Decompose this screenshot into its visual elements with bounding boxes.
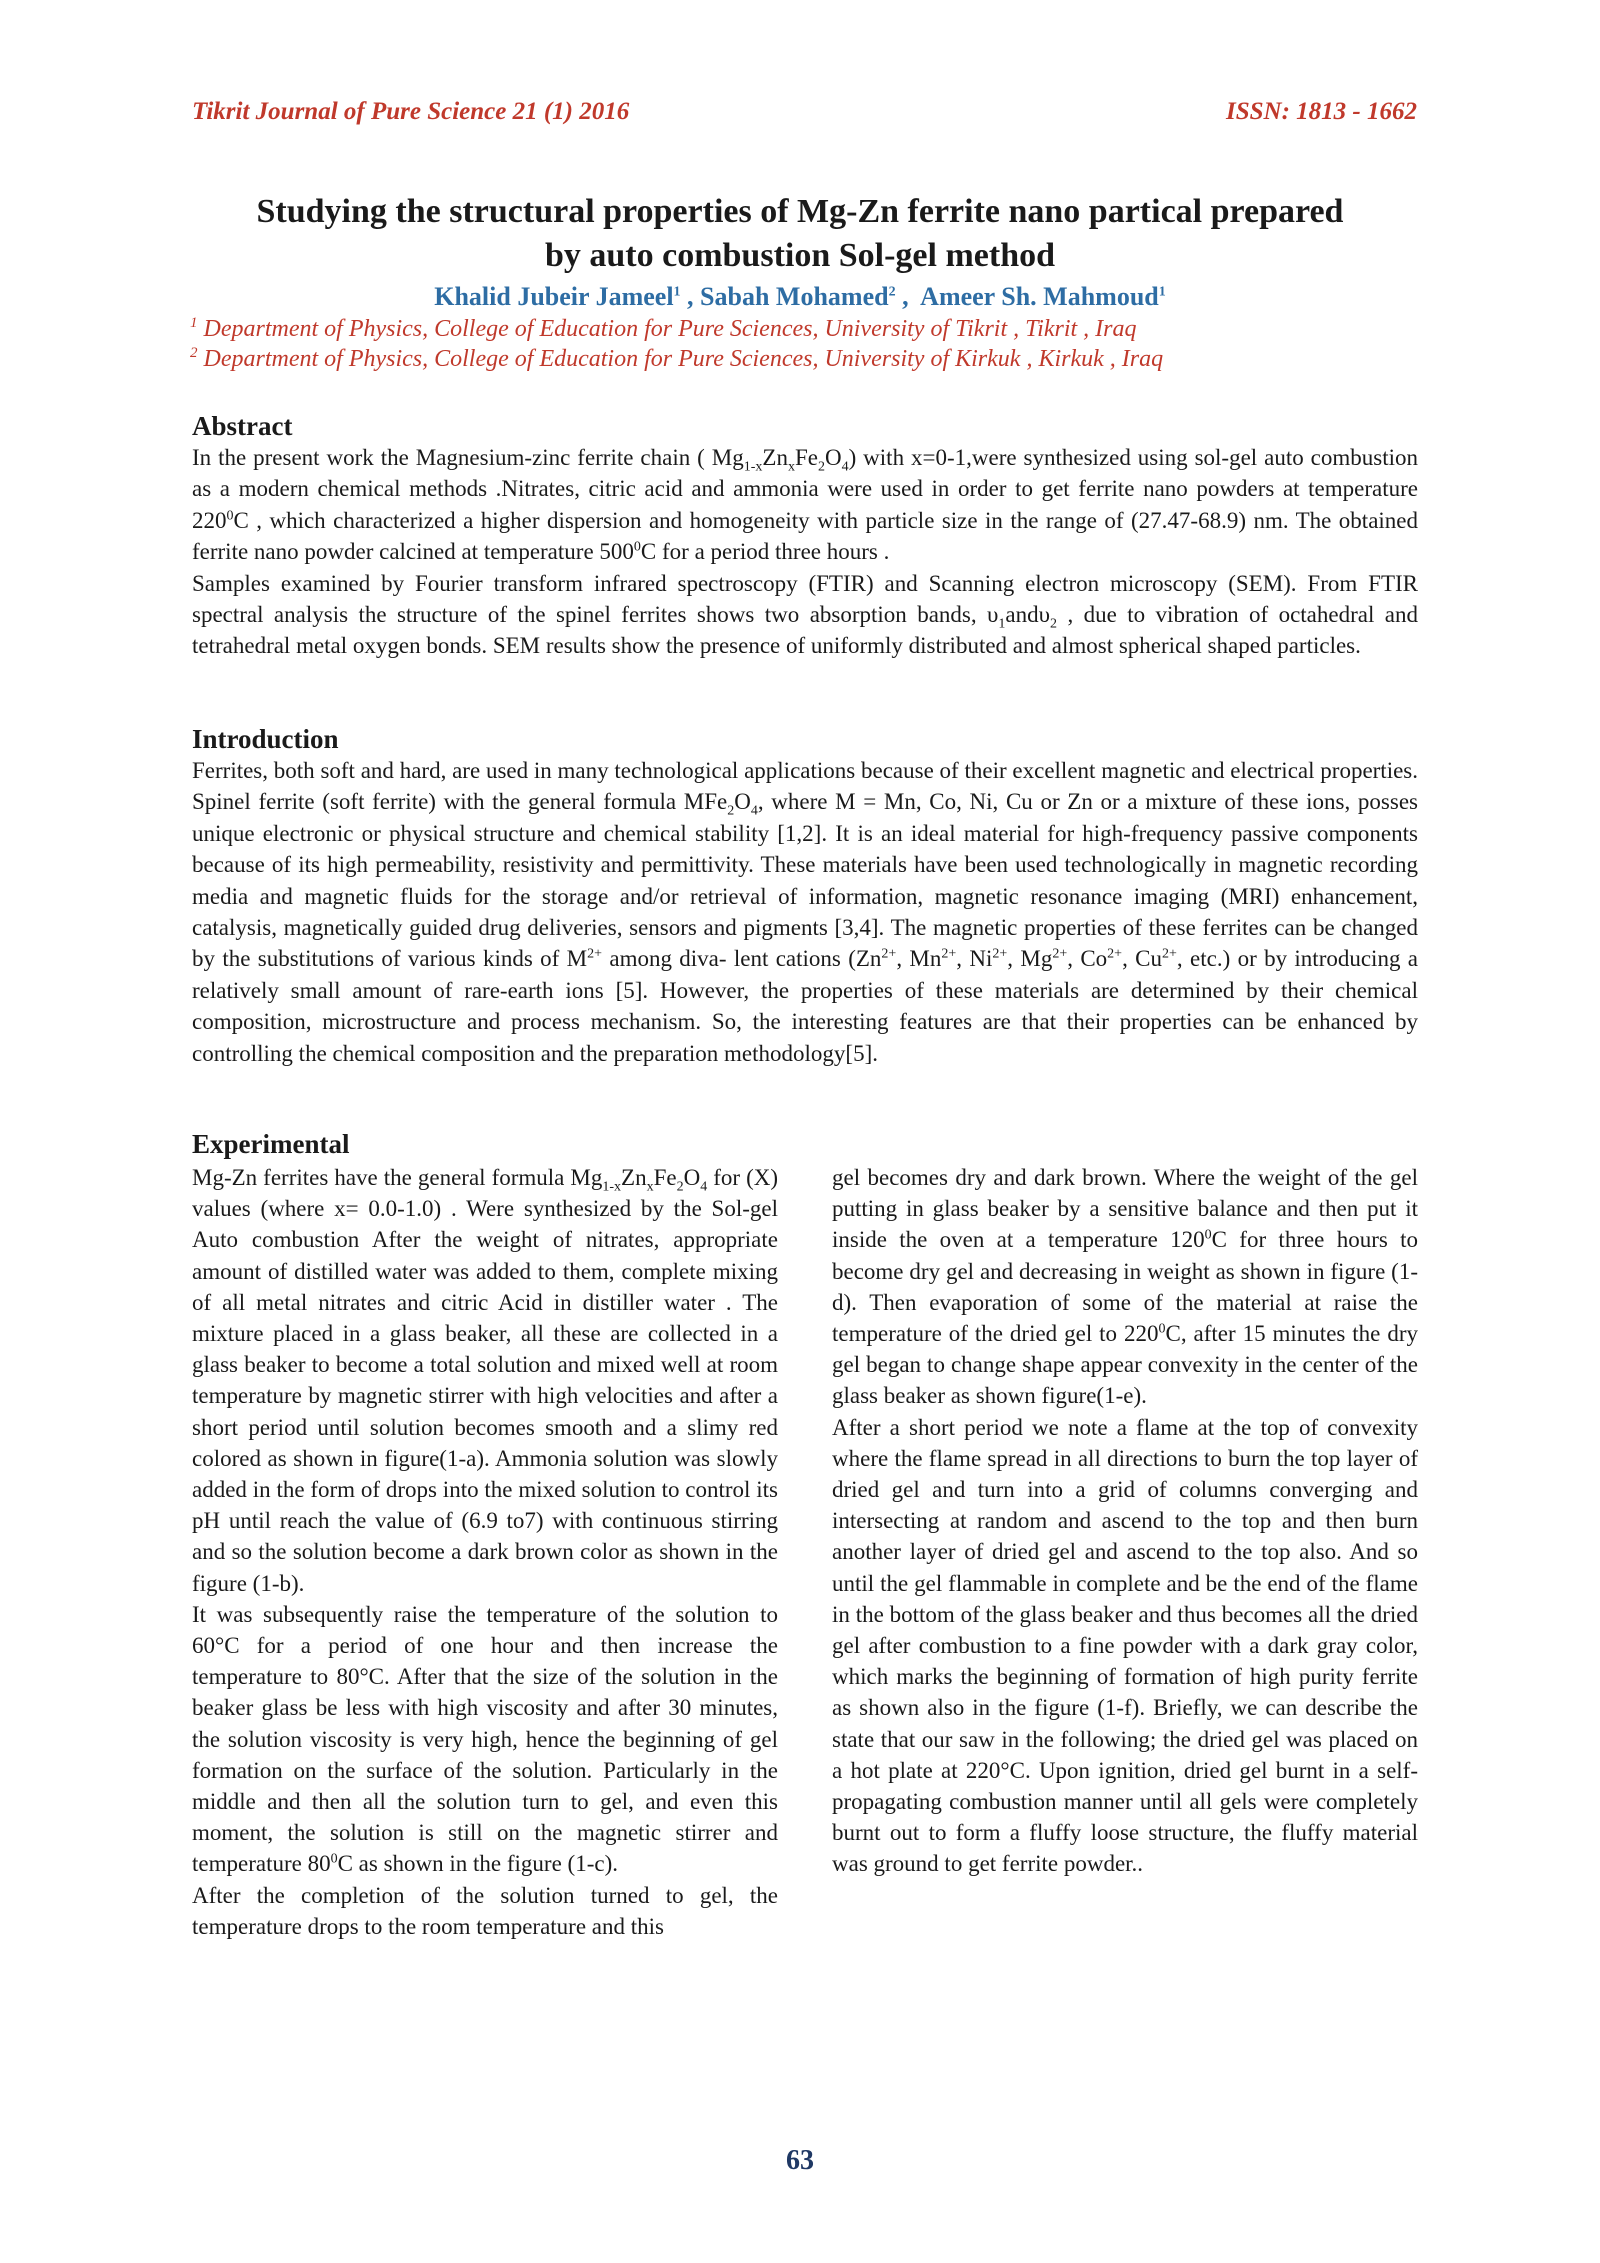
experimental-heading: Experimental: [192, 1129, 350, 1159]
experimental-left-paragraph-1: Mg-Zn ferrites have the general formula $Mg_{1-x}Zn_xFe_2O_4$ for (X) values (where x= 0.0-1.0) . Were synthesized by the Sol-gel Auto combustion After the weight of nitrates, appropriate amount of distilled water was added to them, complete mixing of all metal nitrates and citric Acid in distiller water . The mixture placed in a glass beaker, all these are collected in a glass beaker to become a total solution and mixed well at room temperature by magnetic stirrer with high velocities and after a short period until solution becomes smooth and a slimy red colored as shown in figure(1-a). Ammonia solution was slowly added in the form of drops into the mixed solution to control its pH until reach the value of (6.9 to7) with continuous stirring and so the solution become a dark brown color as shown in the figure (1-b).: [192, 1165, 779, 1596]
author-3-affil: 1: [1158, 284, 1166, 300]
author-2-affil: 2: [888, 284, 896, 300]
abstract-paragraph-2: Samples examined by Fourier transform infrared spectroscopy (FTIR) and Scanning electron microscopy (SEM). From FTIR spectral analysis the structure of the spinel ferrites shows two absorption bands, $\upsilon_1and\upsilon_2$ , due to vibration of octahedral and tetrahedral metal oxygen bonds. SEM results show the presence of uniformly distributed and almost spherical shaped particles.: [192, 570, 1418, 659]
author-3: Ameer Sh. Mahmoud: [920, 282, 1159, 311]
introduction-section: [192, 723, 1418, 1069]
title-line-1: Studying the structural properties of Mg-Zn ferrite nano partical prepared: [256, 193, 1344, 230]
left-column: [192, 1162, 778, 1942]
title-line-2: by auto combustion Sol-gel method: [544, 237, 1056, 274]
author-1-affil: 1: [673, 284, 681, 300]
journal-title: Tikrit Journal of Pure Science 21 (1) 2016: [192, 98, 630, 125]
experimental-right-paragraph-1: gel becomes dry and dark brown. Where the weight of the gel putting in glass beaker by a sensitive balance and then put it inside the oven at a temperature $120^0C$ for three hours to become dry gel and decreasing in weight as shown in figure (1-d). Then evaporation of some of the material at raise the temperature of the dried gel to $220^0C$, after 15 minutes the dry gel began to change shape appear convexity in the center of the glass beaker as shown figure(1-e).: [832, 1165, 1418, 1409]
author-list: Khalid Jubeir Jameel$^1$ , Sabah Mohamed$^2$ , Ameer Sh. Mahmoud$^1$: [434, 282, 1166, 311]
experimental-section: [192, 1128, 1418, 1939]
experimental-right-paragraph-2: After a short period we note a flame at the top of convexity where the flame spread in all directions to burn the top layer of dried gel and turn into a grid of columns converging and intersecting at random and ascend to the top and then burn another layer of dried gel and ascend to the top also. And so until the gel flammable in complete and be the end of the flame in the bottom of the glass beaker and thus becomes all the dried gel after combustion to a fine powder with a dark gray color, which marks the beginning of formation of high purity ferrite as shown also in the figure (1-f). Briefly, we can describe the state that our saw in the following; the dried gel was placed on a hot plate at 220°C. Upon ignition, dried gel burnt in a self-propagating combustion manner until all gels were completely burnt out to form a fluffy loose structure, the fluffy material was ground to get ferrite powder..: [832, 1414, 1418, 1877]
abstract-heading: Abstract: [192, 411, 293, 441]
issn: ISSN: 1813 - 1662: [1226, 98, 1417, 125]
abstract-paragraph-1: In the present work the Magnesium-zinc ferrite chain ( $Mg_{1-x}Zn_xFe_2O_4$) with x=0-1,were synthesized using sol-gel auto combustion as a modern chemical methods .Nitrates, citric acid and ammonia were used in order to get ferrite nano powders at temperature $220^0C$ , which characterized a higher dispersion and homogeneity with particle size in the range of (27.47-68.9) nm. The obtained ferrite nano powder calcined at temperature $500^0C$ for a period three hours .: [192, 445, 1418, 565]
experimental-left-paragraph-3: After the completion of the solution turned to gel, the temperature drops to the room temperature and this: [192, 1882, 778, 1939]
affiliation-1: $^1$ Department of Physics, College of Education for Pure Sciences, University of Tikrit , Tikrit , Iraq: [190, 315, 1137, 342]
page-number: 63: [786, 2145, 814, 2176]
author-2: Sabah Mohamed: [700, 282, 889, 311]
running-header: [192, 98, 1417, 132]
introduction-heading: Introduction: [192, 724, 339, 754]
right-column: [832, 1162, 1418, 1880]
experimental-left-paragraph-2: It was subsequently raise the temperature of the solution to 60°C for a period of one hour and then increase the temperature to 80°C. After that the size of the solution in the beaker glass be less with high viscosity and after 30 minutes, the solution viscosity is very high, hence the beginning of gel formation on the surface of the solution. Particularly in the middle and then all the solution turn to gel, and even this moment, the solution is still on the magnetic stirrer and temperature $80^0C$ as shown in the figure (1-c).: [192, 1601, 778, 1877]
paper-title: [150, 190, 1450, 278]
affiliation-2: $^2$ Department of Physics, College of Education for Pure Sciences, University of Kirkuk , Kirkuk , Iraq: [190, 345, 1164, 372]
author-1: Khalid Jubeir Jameel: [434, 282, 674, 311]
title-block: [150, 190, 1450, 374]
introduction-paragraph: Ferrites, both soft and hard, are used in many technological applications because of their excellent magnetic and electrical properties. Spinel ferrite (soft ferrite) with the general formula $MFe_2O_4$, where M = Mn, Co, Ni, Cu or Zn or a mixture of these ions, posses unique electronic or physical structure and chemical stability [1,2]. It is an ideal material for high-frequency passive components because of its high permeability, resistivity and permittivity. These materials have been used technologically in magnetic recording media and magnetic fluids for the storage and/or retrieval of information, magnetic resonance imaging (MRI) enhancement, catalysis, magnetically guided drug deliveries, sensors and pigments [3,4]. The magnetic properties of these ferrites can be changed by the substitutions of various kinds of $M^{2+}$ among diva- lent cations ($Zn^{2+}$, $Mn^{2+}$, $Ni^{2+}$, $Mg^{2+}$, $Co^{2+}$, $Cu^{2+}$, etc.) or by introducing a relatively small amount of rare-earth ions [5]. However, the properties of these materials are determined by their chemical composition, microstructure and process mechanism. So, the interesting features are that their properties can be enhanced by controlling the chemical composition and the preparation methodology[5].: [192, 758, 1418, 1066]
abstract-section: [192, 410, 1418, 662]
